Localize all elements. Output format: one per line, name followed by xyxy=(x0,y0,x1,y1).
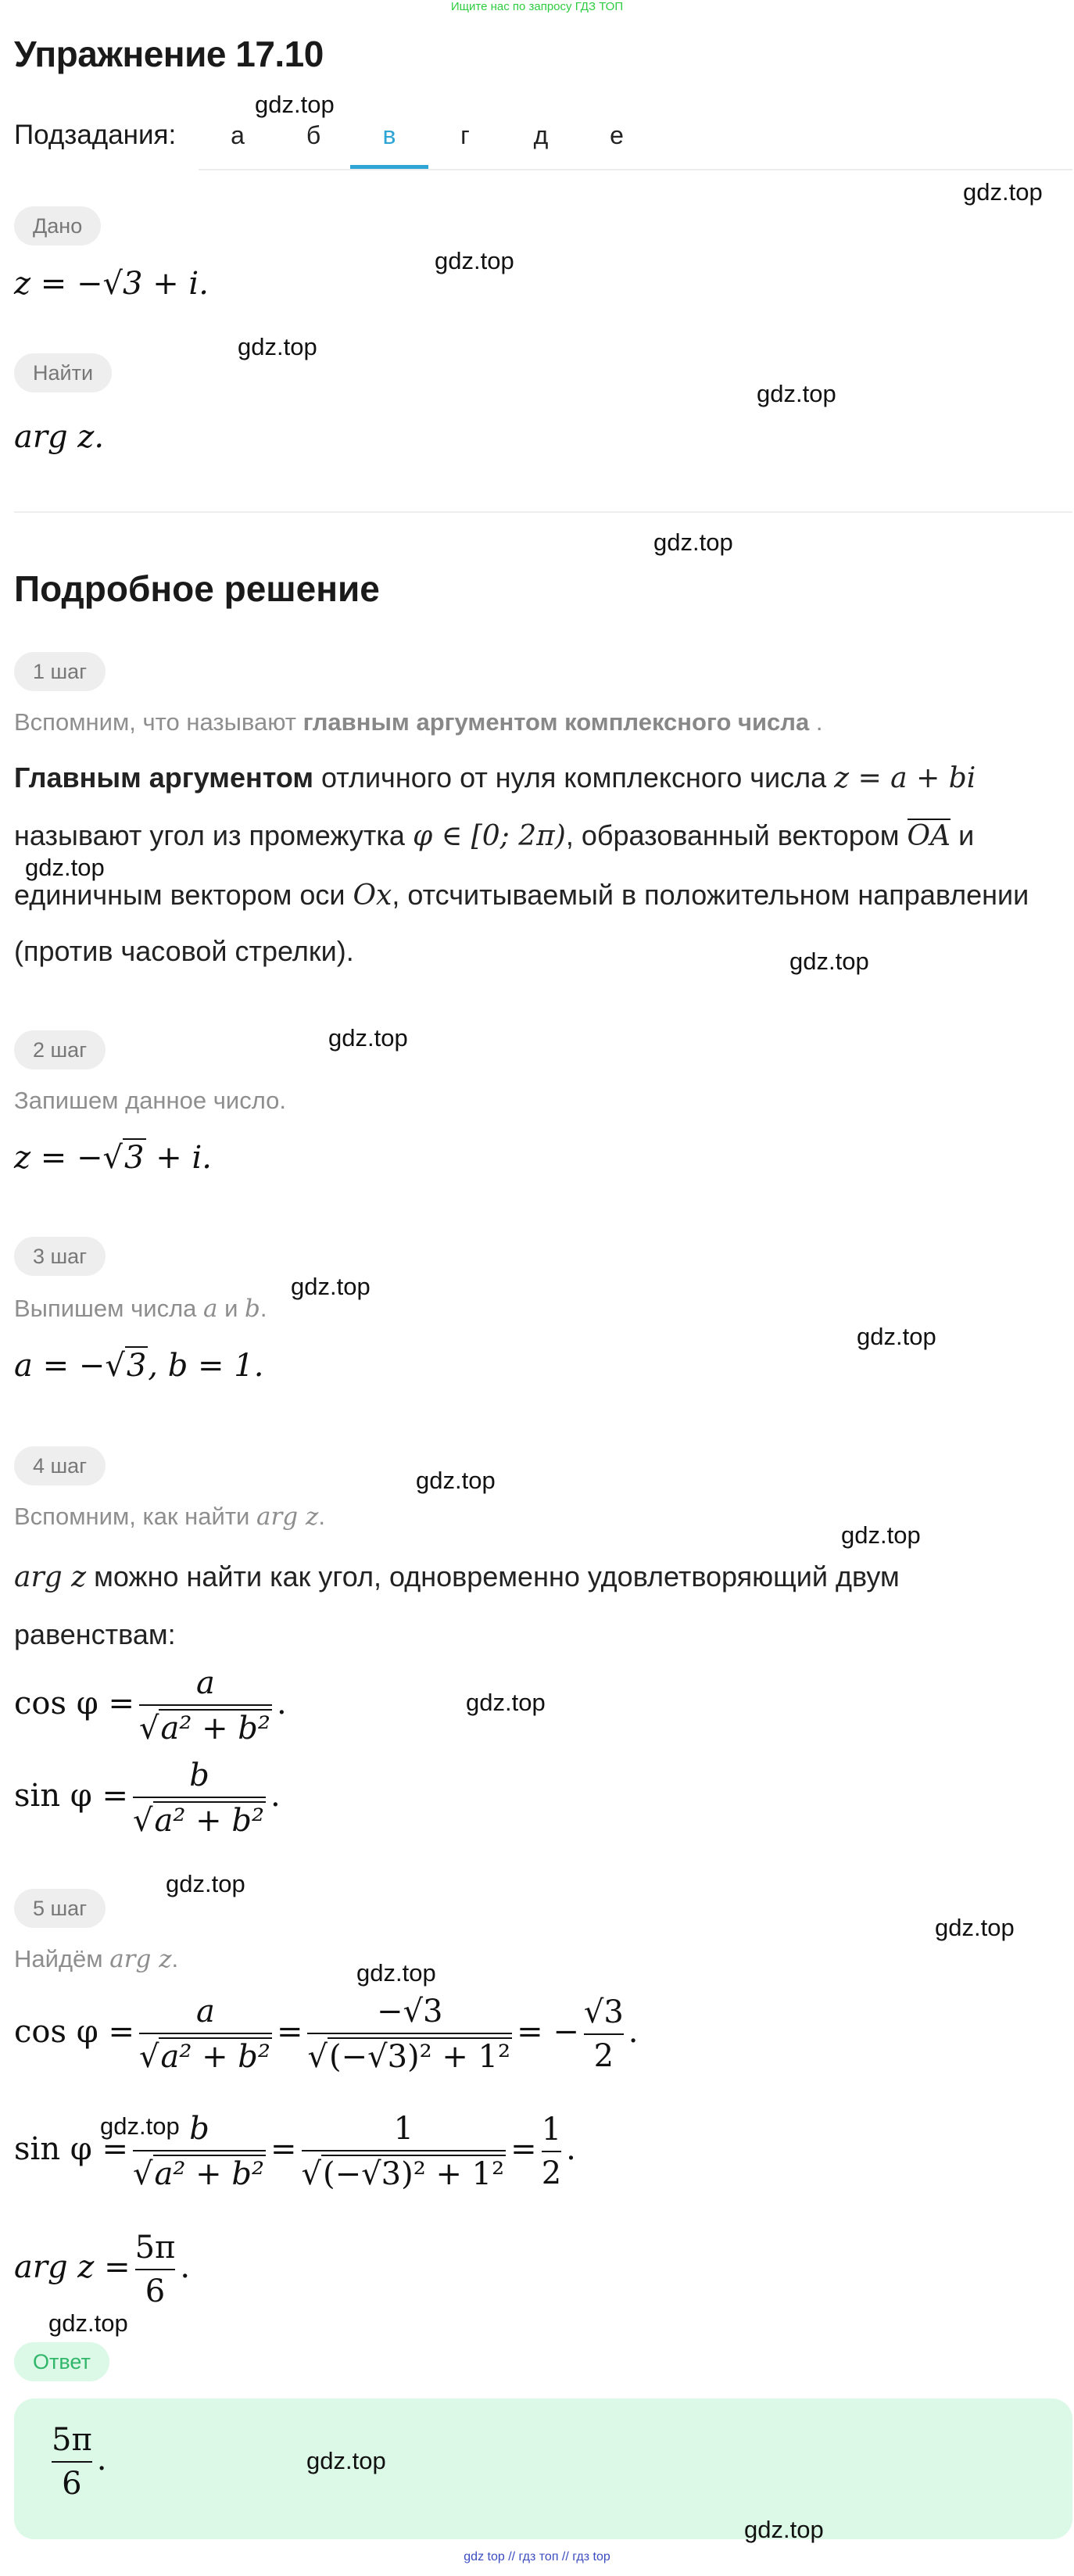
step-4-sin-formula: sin φ = $\frac{b}{\text{√a² + b²}}$ . xyxy=(14,1757,281,1839)
watermark: gdz.top xyxy=(857,1323,936,1350)
step-5-badge: 5 шаг xyxy=(14,1889,106,1928)
find-expression: arg z. xyxy=(14,419,105,455)
tab-a[interactable]: а xyxy=(231,121,245,149)
step-3-expression: a = −√3, b = 1. xyxy=(14,1348,264,1384)
watermark: gdz.top xyxy=(48,2309,128,2337)
step-4-text-2: равенствам: xyxy=(14,1618,176,1650)
solution-title: Подробное решение xyxy=(14,568,380,609)
definition-line-2: называют угол из промежутка φ ∈ [0; 2π), образованный вектором OA и xyxy=(14,819,975,852)
tab-g[interactable]: г xyxy=(460,121,470,149)
watermark: gdz.top xyxy=(435,247,514,274)
step-2-hint: Запишем данное число. xyxy=(14,1087,287,1114)
step-2-expression: z = −√3 + i. xyxy=(14,1140,212,1176)
watermark: gdz.top xyxy=(416,1467,496,1494)
definition-line-1: Главным аргументом отличного от нуля комплексного числа z = a + bi xyxy=(14,761,976,794)
watermark: gdz.top xyxy=(757,380,836,407)
watermark: gdz.top xyxy=(963,178,1043,206)
given-expression: z = −√3 + i. xyxy=(14,266,209,302)
watermark: gdz.top xyxy=(841,1521,921,1549)
step-3-badge: 3 шаг xyxy=(14,1237,106,1276)
watermark: gdz.top xyxy=(356,1959,436,1987)
step-4-text-1: arg z можно найти как угол, одновременно удовлетворяющий двум xyxy=(14,1560,900,1593)
watermark: gdz.top xyxy=(255,91,335,118)
watermark: gdz.top xyxy=(935,1914,1015,1941)
top-note: Ищите нас по запросу ГДЗ ТОП xyxy=(450,0,624,13)
subtasks-label: Подзадания: xyxy=(14,120,177,150)
step-4-hint: Вспомним, как найти arg z. xyxy=(14,1503,325,1531)
find-badge: Найти xyxy=(14,353,112,392)
definition-line-3: единичным вектором оси Ox, отсчитываемый в положительном направлении xyxy=(14,879,1029,912)
step-3-hint: Выпишем числа a и b. xyxy=(14,1295,267,1323)
watermark: gdz.top xyxy=(328,1024,408,1052)
watermark: gdz.top xyxy=(789,948,869,975)
answer-box xyxy=(14,2399,1072,2539)
definition-line-4: (против часовой стрелки). xyxy=(14,935,354,967)
watermark: gdz.top xyxy=(653,528,733,556)
watermark: gdz.top xyxy=(291,1273,371,1300)
tab-e[interactable]: е xyxy=(610,121,624,149)
watermark: gdz.top xyxy=(100,2112,180,2140)
divider xyxy=(14,511,1072,513)
watermark: gdz.top xyxy=(166,1870,245,1897)
watermark: gdz.top xyxy=(744,2516,824,2543)
answer-value: $\frac{5\pi}{6}$ . xyxy=(52,2422,107,2502)
step-1-hint: Вспомним, что называют главным аргументом комплексного числа . xyxy=(14,708,823,736)
given-badge: Дано xyxy=(14,206,101,245)
vector-oa: OA xyxy=(907,820,951,852)
step-4-cos-formula: cos φ = $\frac{a}{\text{√a² + b²}}$ . xyxy=(14,1665,287,1747)
watermark: gdz.top xyxy=(238,333,317,360)
step-5-cos-computation: cos φ = $\frac{a}{\text{√a² + b²}}$ = $\frac{-√3}{\text{√(−√3)² + 1²}}$ = − $\frac{√3}{2}$ . xyxy=(14,1994,639,2075)
watermark: gdz.top xyxy=(25,854,105,881)
watermark: gdz.top xyxy=(306,2447,386,2474)
page-title: Упражнение 17.10 xyxy=(14,34,324,74)
step-5-arg-result: arg z = $\frac{5\pi}{6}$ . xyxy=(14,2230,191,2309)
tab-d[interactable]: д xyxy=(533,121,549,149)
footer: gdz top // гдз топ // гдз top xyxy=(464,2550,610,2563)
step-4-badge: 4 шаг xyxy=(14,1446,106,1485)
step-2-badge: 2 шаг xyxy=(14,1030,106,1069)
tab-v[interactable]: в xyxy=(350,102,428,169)
step-5-hint: Найдём arg z. xyxy=(14,1945,179,1973)
watermark: gdz.top xyxy=(466,1689,546,1716)
step-1-badge: 1 шаг xyxy=(14,652,106,691)
answer-badge: Ответ xyxy=(14,2342,109,2381)
step-5-sin-computation: sin φ = $\frac{b}{\text{√a² + b²}}$ = $\frac{1}{\text{√(−√3)² + 1²}}$ = $\frac{1}{2}$ . xyxy=(14,2111,576,2192)
tab-b[interactable]: б xyxy=(306,121,321,149)
